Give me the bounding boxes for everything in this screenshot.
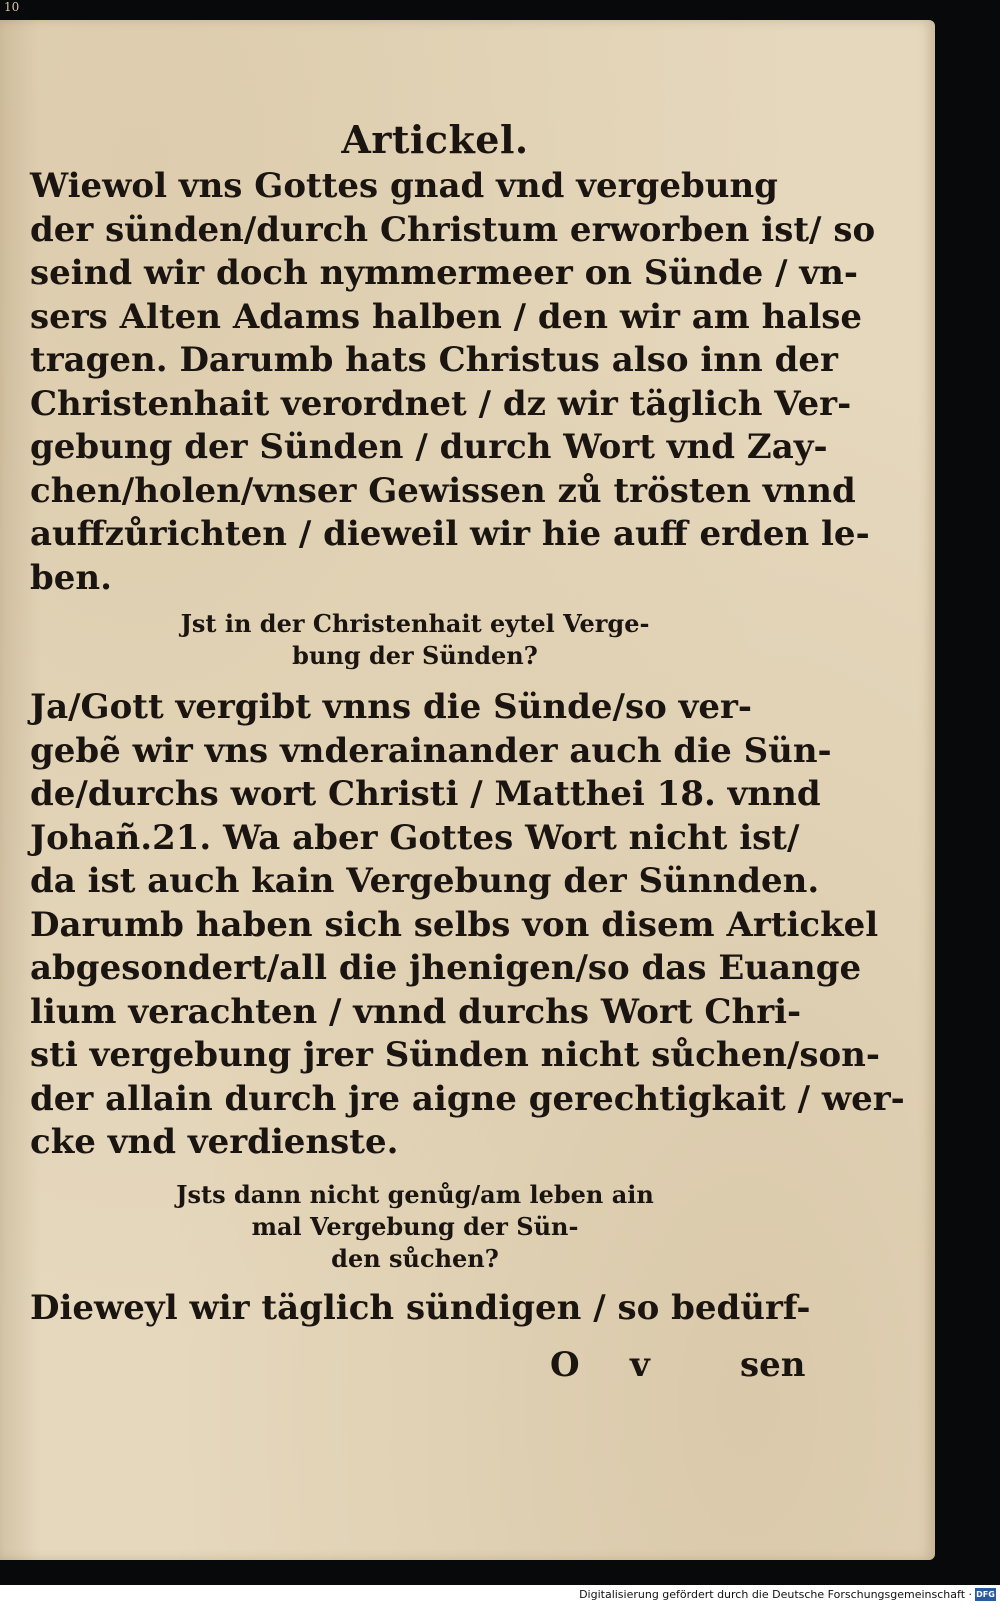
text-line: der allain durch jre aigne gerechtigkait / wer- bbox=[30, 1078, 905, 1119]
text-line: cke vnd verdienste. bbox=[30, 1122, 399, 1162]
signature-mark-numeral: v bbox=[630, 1345, 650, 1385]
digitization-footer bbox=[0, 1585, 1000, 1605]
text-line: Darumb haben sich selbs von disem Artickel bbox=[30, 904, 879, 945]
text-line: tragen. Darumb hats Christus also inn der bbox=[30, 340, 838, 380]
text-line: auffzůrichten / dieweil wir hie auff erden le- bbox=[30, 514, 870, 554]
question-line: Jst in der Christenhait eytel Verge- bbox=[180, 609, 650, 638]
question-line: den sůchen? bbox=[331, 1243, 499, 1273]
question-2 bbox=[30, 1179, 800, 1275]
text-line: gebẽ wir vns vnderainander auch die Sün- bbox=[30, 730, 832, 771]
text-line: abgesondert/all die jhenigen/so das Euange bbox=[30, 948, 862, 988]
paragraph-3 bbox=[30, 1287, 811, 1331]
question-line: bung der Sünden? bbox=[292, 641, 538, 670]
question-line: Jsts dann nicht genůg/am leben ain bbox=[176, 1179, 654, 1209]
text-line: seind wir doch nymmermeer on Sünde / vn- bbox=[30, 253, 858, 293]
text-line: Johañ.21. Wa aber Gottes Wort nicht ist/ bbox=[30, 817, 800, 858]
text-line: da ist auch kain Vergebung der Sünnden. bbox=[30, 861, 820, 901]
text-line: ben. bbox=[30, 557, 112, 598]
funding-credit: Digitalisierung gefördert durch die Deutsche Forschungsgemeinschaft · bbox=[579, 1588, 972, 1601]
text-line: Ja/Gott vergibt vnns die Sünde/so ver- bbox=[30, 687, 753, 727]
paragraph-1 bbox=[30, 165, 876, 600]
text-line: Wiewol vns Gottes gnad vnd vergebung bbox=[30, 166, 778, 206]
text-line: chen/holen/vnser Gewissen zů trösten vnnd bbox=[30, 470, 856, 511]
text-line: der sünden/durch Christum erworben ist/ so bbox=[30, 209, 876, 250]
text-line: Dieweyl wir täglich sündigen / so bedürf- bbox=[30, 1287, 811, 1328]
text-line: sti vergebung jrer Sünden nicht sůchen/son- bbox=[30, 1035, 880, 1075]
text-line: de/durchs wort Christi / Matthei 18. vnnd bbox=[30, 774, 821, 814]
text-line: lium verachten / vnnd durchs Wort Chri- bbox=[30, 991, 802, 1032]
book-page bbox=[0, 20, 935, 1560]
question-1 bbox=[30, 608, 800, 672]
text-line: Christenhait verordnet / dz wir täglich Ver- bbox=[30, 383, 852, 424]
text-line: gebung der Sünden / durch Wort vnd Zay- bbox=[30, 427, 828, 467]
page-text bbox=[30, 115, 905, 1385]
text-line: sers Alten Adams halben / den wir am halse bbox=[30, 296, 863, 337]
page-footer-marks bbox=[30, 1345, 806, 1393]
question-line: mal Vergebung der Sün- bbox=[251, 1211, 579, 1241]
folio-corner-number: 10 bbox=[4, 0, 20, 14]
catchword: sen bbox=[740, 1345, 806, 1385]
dfg-logo: DFG bbox=[976, 1590, 995, 1599]
paragraph-2 bbox=[30, 686, 905, 1165]
page-heading: Artickel. bbox=[341, 117, 529, 162]
signature-mark: O bbox=[550, 1345, 580, 1385]
